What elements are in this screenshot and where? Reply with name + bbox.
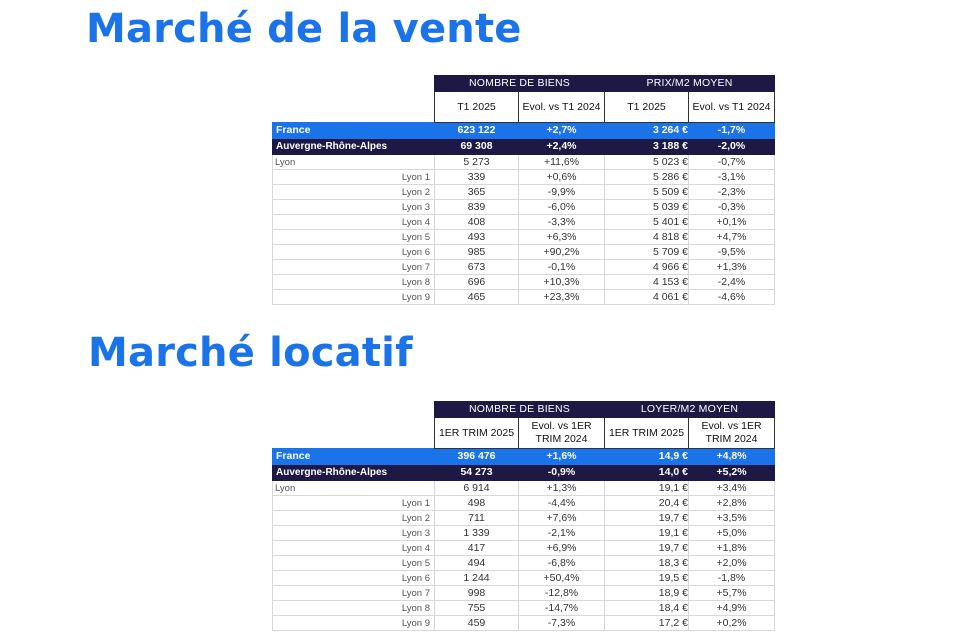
cell-count-evolution: +6,9% [519, 541, 605, 556]
cell-price: 3 188 € [605, 139, 689, 155]
group-header-row [273, 402, 775, 418]
table-row [273, 449, 775, 465]
row-label: Lyon 8 [273, 275, 435, 290]
cell-count: 69 308 [435, 139, 519, 155]
table-row [273, 616, 775, 631]
row-label: Lyon 1 [273, 170, 435, 185]
cell-count-evolution: +1,6% [519, 449, 605, 465]
cell-count: 755 [435, 601, 519, 616]
column-header: Evol. vs 1ER TRIM 2024 [689, 418, 775, 449]
cell-count: 623 122 [435, 123, 519, 139]
blank-corner [273, 418, 435, 449]
cell-price-evolution: +1,3% [689, 260, 775, 275]
column-header-row [273, 418, 775, 449]
table-row [273, 230, 775, 245]
cell-price-evolution: -0,3% [689, 200, 775, 215]
cell-count-evolution: -6,8% [519, 556, 605, 571]
cell-count: 408 [435, 215, 519, 230]
cell-price: 19,1 € [605, 481, 689, 496]
table-row [273, 275, 775, 290]
table-row [273, 170, 775, 185]
cell-count-evolution: +0,6% [519, 170, 605, 185]
cell-price: 14,0 € [605, 465, 689, 481]
column-header: T1 2025 [605, 92, 689, 123]
table-row [273, 215, 775, 230]
cell-count-evolution: +11,6% [519, 155, 605, 170]
cell-price: 18,4 € [605, 601, 689, 616]
cell-price-evolution: +1,8% [689, 541, 775, 556]
row-label: Lyon 3 [273, 200, 435, 215]
row-label: Auvergne-Rhône-Alpes [273, 465, 435, 481]
rental-market-title: Marché locatif [88, 330, 413, 376]
cell-count: 985 [435, 245, 519, 260]
cell-price-evolution: +5,0% [689, 526, 775, 541]
row-label: Lyon 9 [273, 616, 435, 631]
cell-price-evolution: -0,7% [689, 155, 775, 170]
cell-price-evolution: -2,4% [689, 275, 775, 290]
column-header: Evol. vs T1 2024 [519, 92, 605, 123]
cell-price: 5 286 € [605, 170, 689, 185]
cell-count-evolution: -0,9% [519, 465, 605, 481]
cell-price-evolution: +0,2% [689, 616, 775, 631]
cell-price: 5 509 € [605, 185, 689, 200]
sale-market-title: Marché de la vente [86, 6, 522, 52]
cell-price-evolution: -4,6% [689, 290, 775, 305]
cell-count: 6 914 [435, 481, 519, 496]
table-row [273, 139, 775, 155]
table-row [273, 601, 775, 616]
table-row [273, 556, 775, 571]
group-header-price: PRIX/M2 MOYEN [605, 76, 775, 92]
cell-price: 18,9 € [605, 586, 689, 601]
row-label: Lyon 6 [273, 571, 435, 586]
table-row [273, 465, 775, 481]
row-label: Lyon 1 [273, 496, 435, 511]
cell-price: 5 709 € [605, 245, 689, 260]
cell-count: 54 273 [435, 465, 519, 481]
cell-count-evolution: -9,9% [519, 185, 605, 200]
table-row [273, 541, 775, 556]
table-row [273, 571, 775, 586]
cell-price: 3 264 € [605, 123, 689, 139]
cell-count: 1 244 [435, 571, 519, 586]
cell-price: 4 818 € [605, 230, 689, 245]
cell-count-evolution: +7,6% [519, 511, 605, 526]
cell-price: 20,4 € [605, 496, 689, 511]
row-label: Lyon 2 [273, 185, 435, 200]
rental-market-table [272, 401, 775, 631]
cell-price-evolution: +4,7% [689, 230, 775, 245]
cell-count: 493 [435, 230, 519, 245]
table-row [273, 185, 775, 200]
cell-price: 5 023 € [605, 155, 689, 170]
cell-count-evolution: +2,4% [519, 139, 605, 155]
row-label: Lyon 3 [273, 526, 435, 541]
cell-count: 839 [435, 200, 519, 215]
cell-price: 19,1 € [605, 526, 689, 541]
cell-price-evolution: +3,5% [689, 511, 775, 526]
cell-count: 465 [435, 290, 519, 305]
cell-count: 459 [435, 616, 519, 631]
cell-count: 1 339 [435, 526, 519, 541]
table-row [273, 245, 775, 260]
row-label: Lyon 4 [273, 215, 435, 230]
cell-price: 18,3 € [605, 556, 689, 571]
row-label: Lyon 5 [273, 230, 435, 245]
row-label: Lyon 6 [273, 245, 435, 260]
column-header: 1ER TRIM 2025 [435, 418, 519, 449]
cell-price-evolution: +2,8% [689, 496, 775, 511]
blank-corner [273, 76, 435, 92]
cell-price: 14,9 € [605, 449, 689, 465]
cell-price-evolution: +4,9% [689, 601, 775, 616]
column-header: T1 2025 [435, 92, 519, 123]
cell-count-evolution: +50,4% [519, 571, 605, 586]
column-header: 1ER TRIM 2025 [605, 418, 689, 449]
cell-count: 396 476 [435, 449, 519, 465]
row-label: Lyon 9 [273, 290, 435, 305]
cell-count: 417 [435, 541, 519, 556]
group-header-row [273, 76, 775, 92]
row-label: France [273, 449, 435, 465]
row-label: Lyon 5 [273, 556, 435, 571]
cell-count-evolution: -0,1% [519, 260, 605, 275]
cell-count-evolution: -6,0% [519, 200, 605, 215]
row-label: France [273, 123, 435, 139]
cell-count-evolution: +90,2% [519, 245, 605, 260]
row-label: Auvergne-Rhône-Alpes [273, 139, 435, 155]
column-header: Evol. vs 1ER TRIM 2024 [519, 418, 605, 449]
cell-price: 19,7 € [605, 541, 689, 556]
table-row [273, 511, 775, 526]
cell-count-evolution: -12,8% [519, 586, 605, 601]
cell-count-evolution: +2,7% [519, 123, 605, 139]
table-row [273, 290, 775, 305]
group-header-count: NOMBRE DE BIENS [435, 402, 605, 418]
cell-price: 4 061 € [605, 290, 689, 305]
cell-price-evolution: -2,3% [689, 185, 775, 200]
row-label: Lyon 7 [273, 586, 435, 601]
cell-count: 696 [435, 275, 519, 290]
column-header: Evol. vs T1 2024 [689, 92, 775, 123]
blank-corner [273, 402, 435, 418]
cell-price-evolution: +5,2% [689, 465, 775, 481]
cell-count: 5 273 [435, 155, 519, 170]
cell-price: 5 039 € [605, 200, 689, 215]
cell-count: 339 [435, 170, 519, 185]
row-label: Lyon 8 [273, 601, 435, 616]
cell-price-evolution: +3,4% [689, 481, 775, 496]
cell-count-evolution: +10,3% [519, 275, 605, 290]
cell-price-evolution: -9,5% [689, 245, 775, 260]
cell-count-evolution: +1,3% [519, 481, 605, 496]
row-label: Lyon 7 [273, 260, 435, 275]
row-label: Lyon [273, 481, 435, 496]
cell-price: 19,7 € [605, 511, 689, 526]
cell-count: 365 [435, 185, 519, 200]
cell-price: 5 401 € [605, 215, 689, 230]
row-label: Lyon 4 [273, 541, 435, 556]
cell-price-evolution: +2,0% [689, 556, 775, 571]
table-row [273, 123, 775, 139]
group-header-count: NOMBRE DE BIENS [435, 76, 605, 92]
cell-price: 17,2 € [605, 616, 689, 631]
cell-count-evolution: -2,1% [519, 526, 605, 541]
table-row [273, 526, 775, 541]
cell-count-evolution: -4,4% [519, 496, 605, 511]
table-row [273, 481, 775, 496]
table-row [273, 586, 775, 601]
cell-count: 673 [435, 260, 519, 275]
cell-count-evolution: -14,7% [519, 601, 605, 616]
cell-count-evolution: +23,3% [519, 290, 605, 305]
cell-price-evolution: +0,1% [689, 215, 775, 230]
cell-count: 494 [435, 556, 519, 571]
cell-price: 19,5 € [605, 571, 689, 586]
cell-count-evolution: +6,3% [519, 230, 605, 245]
cell-price-evolution: -3,1% [689, 170, 775, 185]
cell-price: 4 966 € [605, 260, 689, 275]
sale-market-table [272, 75, 775, 305]
table-row [273, 155, 775, 170]
row-label: Lyon [273, 155, 435, 170]
cell-count-evolution: -3,3% [519, 215, 605, 230]
cell-price-evolution: +4,8% [689, 449, 775, 465]
table-row [273, 200, 775, 215]
cell-price-evolution: -2,0% [689, 139, 775, 155]
cell-price-evolution: +5,7% [689, 586, 775, 601]
cell-count-evolution: -7,3% [519, 616, 605, 631]
row-label: Lyon 2 [273, 511, 435, 526]
cell-count: 711 [435, 511, 519, 526]
table-row [273, 496, 775, 511]
cell-count: 498 [435, 496, 519, 511]
column-header-row [273, 92, 775, 123]
table-row [273, 260, 775, 275]
blank-corner [273, 92, 435, 123]
cell-price: 4 153 € [605, 275, 689, 290]
cell-price-evolution: -1,7% [689, 123, 775, 139]
group-header-price: LOYER/M2 MOYEN [605, 402, 775, 418]
cell-count: 998 [435, 586, 519, 601]
cell-price-evolution: -1,8% [689, 571, 775, 586]
